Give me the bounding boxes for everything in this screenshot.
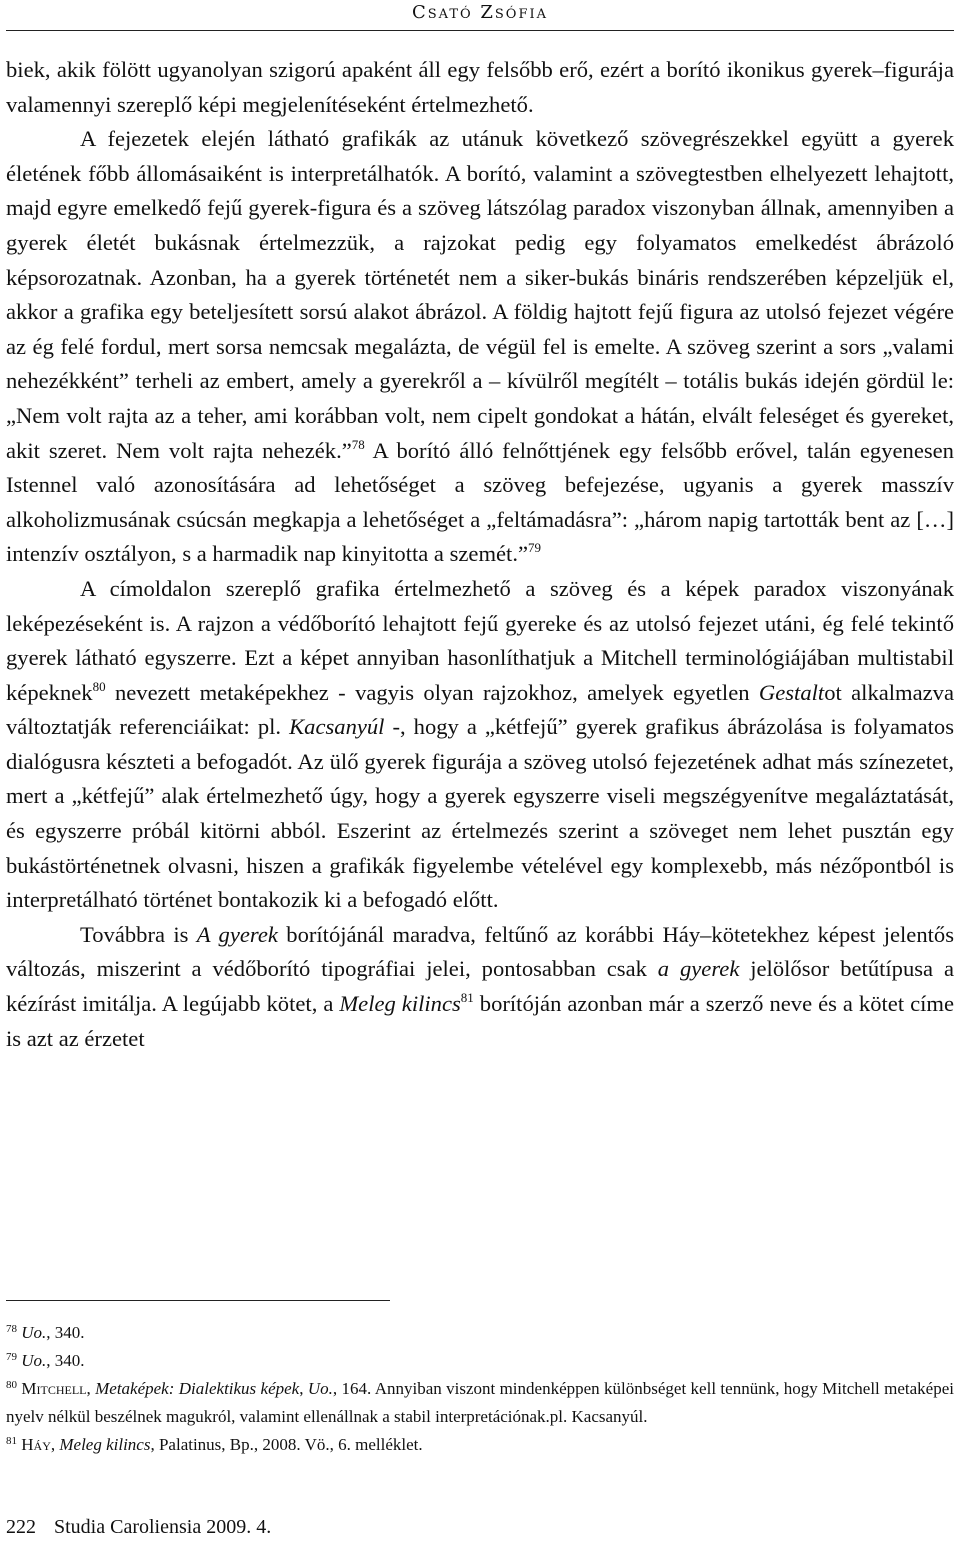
footnote-marker: 79 bbox=[528, 540, 542, 556]
text-run: , 340. bbox=[46, 1351, 85, 1370]
text-run: ot alkalmazva változtatják referenciáikat: pl. bbox=[6, 679, 954, 740]
author-name: Mitchell bbox=[21, 1379, 87, 1398]
italic-text: A gyerek bbox=[196, 921, 278, 947]
italic-text: Meleg kilincs bbox=[59, 1435, 151, 1454]
text-run: A borító álló felnőttjének egy felsőbb erővel, talán egyenesen Istennel való azonosítására ad lehetőséget a szöveg befejezése, ugyanis a gyerek masszív alkoholizmusának csúcsán megkapja a lehetőséget a „feltámadásra”: „három napig tartották bent az […] intenzív osztályon, s a harmadik nap kinyitotta a szemét.” bbox=[6, 437, 954, 567]
text-run: , 340. bbox=[46, 1323, 85, 1342]
footnote-marker: 78 bbox=[351, 436, 365, 452]
text-run: jelölősor betűtípusa a kézírást imitálja. A legújabb kötet, a bbox=[6, 956, 954, 1017]
paragraph bbox=[6, 53, 954, 122]
italic-text: Kacsanyúl bbox=[289, 714, 385, 740]
footnote-number: 79 bbox=[6, 1351, 17, 1363]
paragraph bbox=[6, 918, 954, 1056]
text-run: , bbox=[86, 1379, 96, 1398]
text-run: , Palatinus, Bp., 2008. Vö., 6. melléklet. bbox=[150, 1435, 423, 1454]
footnote-number: 78 bbox=[6, 1323, 17, 1335]
author-name: Háy bbox=[21, 1435, 51, 1454]
footnote-number: 80 bbox=[6, 1379, 17, 1391]
text-run: Továbbra is bbox=[80, 921, 197, 947]
italic-text: a gyerek bbox=[657, 956, 740, 982]
italic-text: Metaképek: Dialektikus képek bbox=[95, 1379, 300, 1398]
italic-text: Meleg kilincs bbox=[339, 991, 461, 1017]
body-text bbox=[6, 53, 954, 1056]
paragraph bbox=[6, 572, 954, 918]
text-run: A fejezetek elején látható grafikák az utánuk következő szövegrészekkel együtt a gyerek életének főbb állomásaiként is interpretálhatók. A borító, valamint a szövegtestben elhelyezett lehajtott, majd egyre emelkedő fejű gyerek-figura és a szöveg látszólag paradox viszonyban állnak, amennyiben a gyerek életét bukásnak értelmezzük, a rajzokat pedig egy folyamatos emelkedést ábrázoló képsorozatnak. Azonban, ha a gyerek történetét nem a siker-bukás bináris rendszerében képzeljük el, akkor a grafika egy beteljesített sorsú alakot ábrázol. A földig hajtott fejű figura az utolsó fejezet végére az ég felé fordul, mert sorsa nemcsak megalázta, de végül fel is emelte. A szöveg szerint a sors „valami nehezékként” terheli az embert, amely a gyerekről a – kívülről megítélt – totális bukás idején gördül le: „Nem volt rajta az a teher, ami korábban volt, nem cipelt gondokat a hátán, elvált feleséget és gyereket, akit szeret. Nem volt rajta nehezék.” bbox=[6, 126, 954, 463]
running-title: Csató Zsófia bbox=[411, 2, 549, 23]
paragraph bbox=[6, 122, 954, 572]
text-run: borítóján azonban már a szerző neve és a kötet címe is azt az érzetet bbox=[6, 991, 955, 1051]
journal-title: Studia Caroliensia 2009. 4. bbox=[54, 1516, 272, 1538]
footnote-separator bbox=[6, 1300, 390, 1301]
text-run: -, hogy a „kétfejű” gyerek grafikus ábrázolása is folyamatos dialógusra készteti a befogadót. Az ülő gyerek figurája a szöveg utolsó fejezetének adhat más színezetet, mert a „kétfejű” alak értelmezhető úgy, hogy a gyerek egyszerre viseli megszégyenítve megaláztatását, és egyszerre próbál kitörni abból. Eszerint az értelmezés szerint a szöveget nem lehet pusztán egy bukástörténetnek olvasni, hiszen a grafikák figyelembe vételével egy komplexebb, más nézőpontból is interpretálható történet bontakozik ki a befogadó előtt. bbox=[6, 714, 954, 913]
text-run: A címoldalon szereplő grafika értelmezhető a szöveg és a képek paradox viszonyának leképezéseként is. A rajzon a védőborító lehajtott fejű gyereke és az utolsó fejezet utáni, ég felé tekintő gyerek látható egyszerre. Ezt a képet annyiban hasonlíthatjuk a Mitchell terminológiájában multistabil képeknek bbox=[6, 575, 954, 705]
footnote-list bbox=[6, 1319, 954, 1459]
header-rule bbox=[6, 30, 954, 31]
footnote bbox=[6, 1375, 954, 1431]
text-run: nevezett metaképekhez - vagyis olyan rajzokhoz, amelyek egyetlen bbox=[105, 679, 759, 705]
text-run: , bbox=[299, 1379, 308, 1398]
running-header bbox=[0, 0, 960, 30]
text-run: , bbox=[50, 1435, 60, 1454]
footnote-number: 81 bbox=[6, 1435, 17, 1447]
text-run: borítójánál maradva, feltűnő az korábbi Háy–kötetekhez képest jelentős változás, miszerint a védőborító tipográfiai jelei, pontosabban csak bbox=[6, 921, 954, 982]
footnote bbox=[6, 1347, 954, 1375]
footnote bbox=[6, 1319, 954, 1347]
footnotes-section bbox=[6, 1300, 954, 1459]
italic-text: Uo. bbox=[307, 1379, 333, 1398]
page-footer bbox=[6, 1516, 271, 1539]
italic-text: Gestalt bbox=[758, 679, 825, 705]
text-run: , 164. Annyiban viszont mindenképpen különbséget kell tennünk, hogy Mitchell metaképei nyelv nélkül beszélnek magukról, valamint ellenállnak a stabil interpretációnak.pl. Kacsanyúl. bbox=[6, 1379, 954, 1426]
italic-text: Uo. bbox=[21, 1323, 47, 1342]
text-run: biek, akik fölött ugyanolyan szigorú apaként áll egy felsőbb erő, ezért a borító ikonikus gyerek–figurája valamennyi szereplő képi megjelenítéseként értelmezhető. bbox=[6, 57, 954, 117]
footnote-marker: 80 bbox=[92, 678, 106, 694]
page-number: 222 bbox=[6, 1516, 36, 1538]
italic-text: Uo. bbox=[21, 1351, 47, 1370]
footnote bbox=[6, 1431, 954, 1459]
footnote-marker: 81 bbox=[460, 990, 474, 1006]
